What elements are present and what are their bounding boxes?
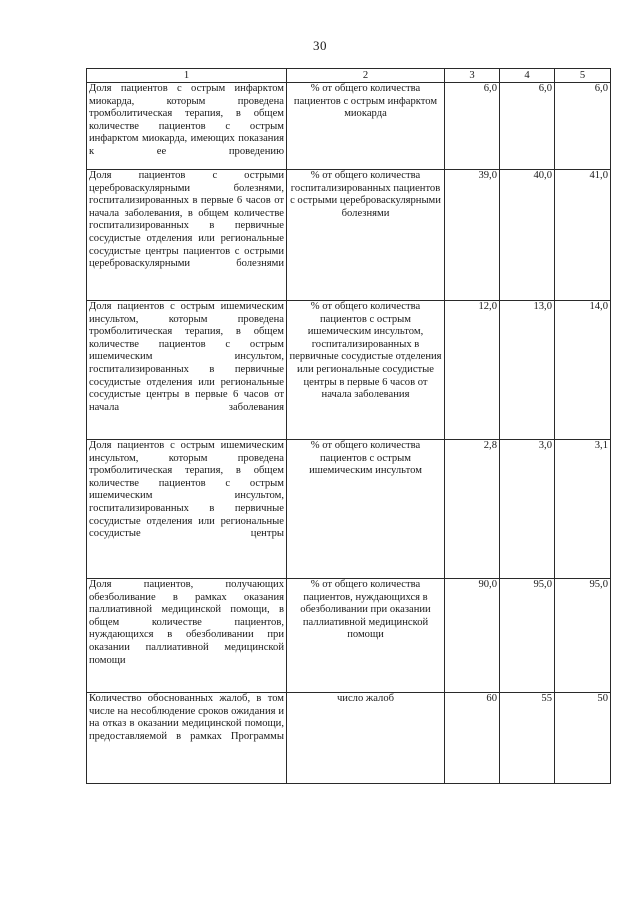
unit-cell: % от общего количества пациентов, нуждающихся в обезболивании при оказании паллиативной медицинской помощи xyxy=(287,579,445,693)
value-cell: 55 xyxy=(500,693,555,784)
indicator-cell: Доля пациентов с острым ишемическим инсультом, которым проведена тромболитическая терапия, в общем количестве пациентов с острым ишемическим инсультом, госпитализированных в первичные сосудистые отделения или региональные сосудистые центры xyxy=(87,440,287,579)
value-cell: 14,0 xyxy=(555,301,611,440)
page-number: 30 xyxy=(313,38,327,53)
indicator-cell: Доля пациентов с острыми цереброваскулярными болезнями, госпитализированных в первые 6 часов от начала заболевания, в общем количестве госпитализированных в первичные сосудистые отделения или региональные сосудистые центры пациентов с острыми цереброваскулярными болезнями xyxy=(87,170,287,301)
indicator-cell: Количество обоснованных жалоб, в том числе на несоблюдение сроков ожидания и на отказ в оказании медицинской помощи, предоставляемой в рамках Программы xyxy=(87,693,287,784)
value-cell: 90,0 xyxy=(445,579,500,693)
value-cell: 95,0 xyxy=(500,579,555,693)
value-cell: 40,0 xyxy=(500,170,555,301)
value-cell: 2,8 xyxy=(445,440,500,579)
table-row xyxy=(87,170,611,301)
indicator-cell: Доля пациентов с острым инфарктом миокарда, которым проведена тромболитическая терапия, в общем количестве пациентов с острым инфарктом миокарда, имеющих показания к ее проведению xyxy=(87,83,287,170)
unit-cell: число жалоб xyxy=(287,693,445,784)
table-row xyxy=(87,579,611,693)
value-cell: 3,1 xyxy=(555,440,611,579)
indicator-cell: Доля пациентов, получающих обезболивание в рамках оказания паллиативной медицинской помощи, в общем количестве пациентов, нуждающихся в обезболивании при оказании паллиативной медицинской помощи xyxy=(87,579,287,693)
value-cell: 13,0 xyxy=(500,301,555,440)
unit-cell: % от общего количества пациентов с острым инфарктом миокарда xyxy=(287,83,445,170)
table-row xyxy=(87,83,611,170)
value-cell: 39,0 xyxy=(445,170,500,301)
value-cell: 50 xyxy=(555,693,611,784)
value-cell: 6,0 xyxy=(555,83,611,170)
value-cell: 95,0 xyxy=(555,579,611,693)
value-cell: 12,0 xyxy=(445,301,500,440)
column-header: 5 xyxy=(555,69,611,83)
table-row xyxy=(87,301,611,440)
value-cell: 3,0 xyxy=(500,440,555,579)
column-header: 4 xyxy=(500,69,555,83)
value-cell: 6,0 xyxy=(445,83,500,170)
value-cell: 60 xyxy=(445,693,500,784)
column-header: 2 xyxy=(287,69,445,83)
table-row xyxy=(87,440,611,579)
indicators-table xyxy=(86,68,611,784)
unit-cell: % от общего количества пациентов с острым ишемическим инсультом xyxy=(287,440,445,579)
value-cell: 6,0 xyxy=(500,83,555,170)
table-row xyxy=(87,693,611,784)
column-header: 3 xyxy=(445,69,500,83)
indicator-cell: Доля пациентов с острым ишемическим инсультом, которым проведена тромболитическая терапия, в общем количестве пациентов с острым ишемическим инсультом, госпитализированных в первичные сосудистые отделения или региональные сосудистые центры в первые 6 часов от начала заболевания xyxy=(87,301,287,440)
value-cell: 41,0 xyxy=(555,170,611,301)
column-header: 1 xyxy=(87,69,287,83)
unit-cell: % от общего количества пациентов с острым ишемическим инсультом, госпитализированных в первичные сосудистые отделения или региональные сосудистые центры в первые 6 часов от начала заболевания xyxy=(287,301,445,440)
unit-cell: % от общего количества госпитализированных пациентов с острыми цереброваскулярными болезнями xyxy=(287,170,445,301)
table-header-row xyxy=(87,69,611,83)
